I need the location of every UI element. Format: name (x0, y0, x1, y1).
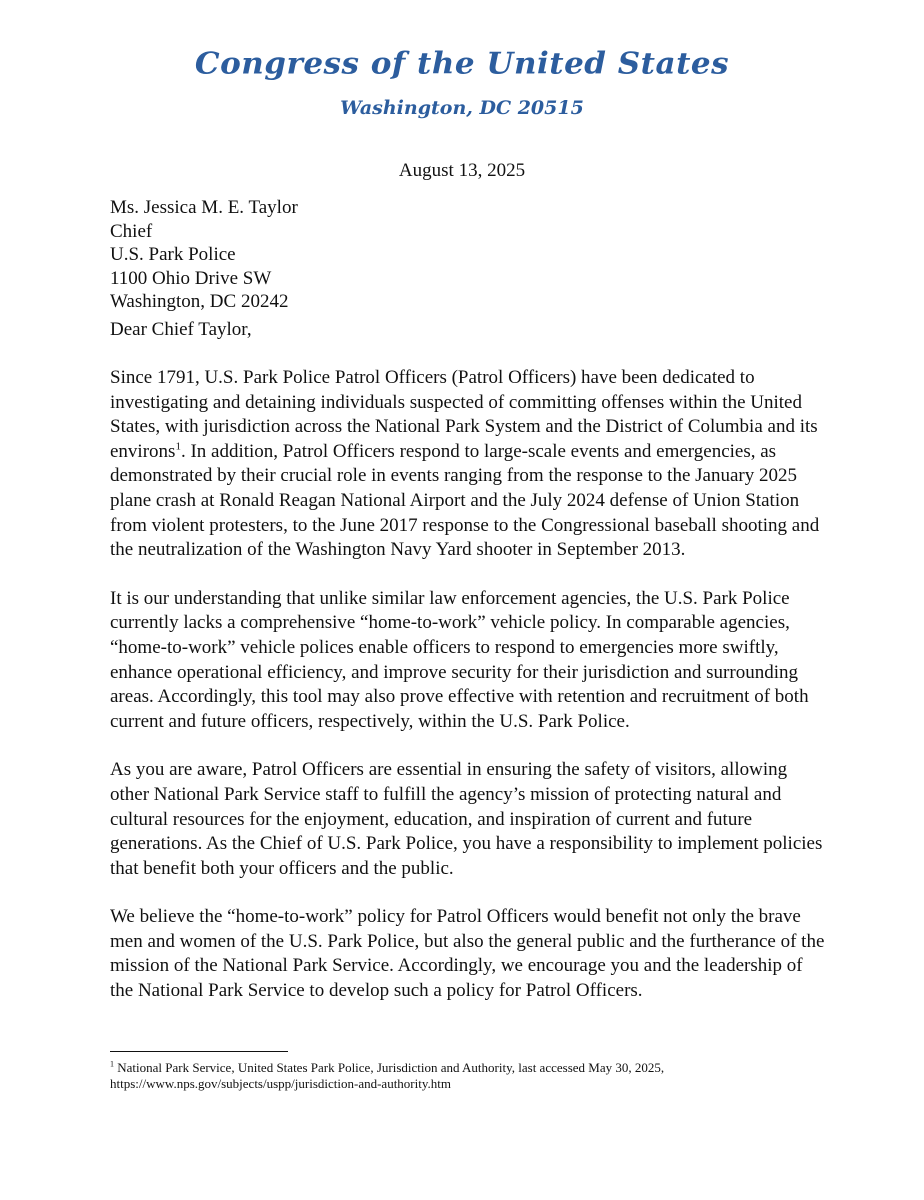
recipient-name: Ms. Jessica M. E. Taylor (110, 197, 298, 218)
footnote (110, 1060, 850, 1092)
recipient-organization: U.S. Park Police (110, 244, 236, 266)
footnote-citation: National Park Service, United States Park Police, Jurisdiction and Authority, last accessed May 30, 2025, (117, 1060, 665, 1075)
recipient-city: Washington, DC 20242 (110, 291, 289, 313)
recipient-address (110, 196, 298, 314)
recipient-title: Chief (110, 220, 153, 242)
letterhead (0, 40, 924, 122)
letterhead-subtitle: Washington, DC 20515 (340, 97, 584, 119)
salutation: Dear Chief Taylor, (110, 319, 252, 340)
paragraph-1 (110, 366, 826, 563)
recipient-street: 1100 Ohio Drive SW (110, 267, 272, 289)
letterhead-title: Congress of the United States (194, 46, 730, 82)
paragraph-4: We believe the “home-to-work” policy for Patrol Officers would benefit not only the brave men and women of the U.S. Park Police, but also the general public and the furtherance of the mission of the National Park Service. Accordingly, we encourage you and the leadership of the National Park Service to develop such a policy for Patrol Officers. (110, 906, 825, 1002)
paragraph-1-end: . In addition, Patrol Officers respond to large-scale events and emergencies, as demonstrated by their crucial role in events ranging from the response to the January 2025 plane crash at Ronald Reagan National Airport and the July 2024 defense of Union Station from violent protesters, to the June 2017 response to the Congressional baseball shooting and the neutralization of the Washington Navy Yard shooter in September 2013. (110, 440, 820, 561)
paragraph-2: It is our understanding that unlike similar law enforcement agencies, the U.S. Park Police currently lacks a comprehensive “home-to-work” vehicle policy. In comparable agencies, “home-to-work” vehicle polices enable officers to respond to emergencies more swiftly, enhance operational efficiency, and improve security for their jurisdiction and surrounding areas. Accordingly, this tool may also prove effective with retention and recruitment of both current and future officers, respectively, within the U.S. Park Police. (110, 587, 809, 732)
footnote-number: 1 (110, 1059, 114, 1069)
letter-body (110, 366, 826, 1028)
footnote-reference: 1 (175, 440, 181, 453)
footnote-url: https://www.nps.gov/subjects/uspp/jurisdiction-and-authority.htm (110, 1076, 451, 1091)
footnote-line-1 (110, 1060, 850, 1076)
paragraph-1-start: Since 1791, U.S. Park Police Patrol Officers (Patrol Officers) have been dedicated to investigating and detaining individuals suspected of committing offenses within the United States, with jurisdiction across the National Park System and the District of Columbia and its environs (110, 367, 818, 462)
letter-date: August 13, 2025 (398, 160, 526, 181)
footnote-divider (110, 1051, 288, 1052)
paragraph-3: As you are aware, Patrol Officers are essential in ensuring the safety of visitors, allowing other National Park Service staff to fulfill the agency’s mission of protecting natural and cultural resources for the enjoyment, education, and inspiration of current and future generations. As the Chief of U.S. Park Police, you have a responsibility to implement policies that benefit both your officers and the public. (110, 759, 823, 879)
